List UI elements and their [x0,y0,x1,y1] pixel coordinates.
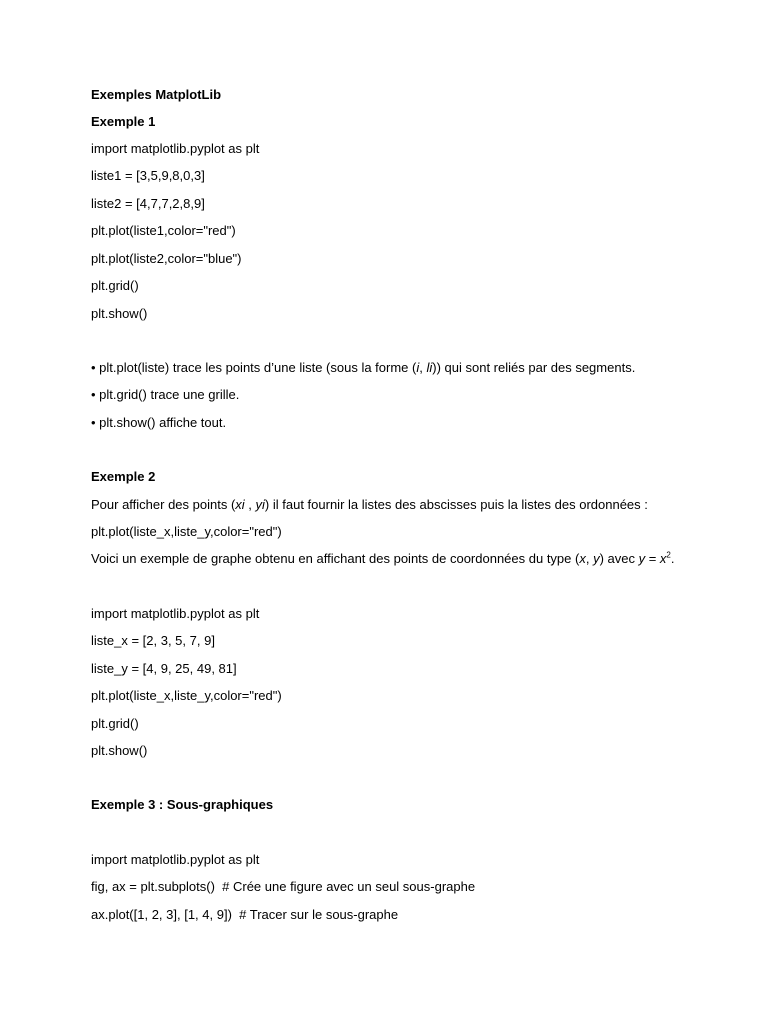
para-text: = [645,551,660,566]
exemple3-heading: Exemple 3 : Sous-graphiques [91,797,274,812]
bullet-show: • plt.show() affiche tout. [91,415,227,430]
code-line: import matplotlib.pyplot as plt [91,852,260,867]
italic-y: y [593,551,600,566]
exemple1-heading: Exemple 1 [91,114,156,129]
bullet-plot [91,360,635,376]
para-text: ) avec [599,551,639,566]
italic-y: y [638,551,646,566]
para-text: , [585,551,594,566]
para-text: Pour afficher des points ( [91,497,236,512]
document-title: Exemples MatplotLib [91,87,222,102]
bullet-text: , [419,360,427,375]
code-line: import matplotlib.pyplot as plt [91,606,260,621]
bullet-text: )) qui sont reliés par des segments. [432,360,636,375]
para-text: . [670,551,675,566]
exemple2-paragraph-2 [91,551,675,567]
code-line: plt.show() [91,306,148,321]
bullet-grid: • plt.grid() trace une grille. [91,387,240,402]
code-line: import matplotlib.pyplot as plt [91,141,260,156]
italic-x: x [579,551,586,566]
code-line: plt.plot(liste_x,liste_y,color="red") [91,688,282,703]
code-line: fig, ax = plt.subplots() # Crée une figure avec un seul sous-graphe [91,879,476,894]
para-text: ) il faut fournir la listes des abscisses puis la listes des ordonnées : [264,497,648,512]
italic-yi: yi [255,497,265,512]
italic-i: i [416,360,420,375]
italic-x: x [659,551,667,566]
code-line: plt.grid() [91,716,139,731]
code-line: liste_x = [2, 3, 5, 7, 9] [91,633,215,648]
italic-li: li [426,360,433,375]
code-line: liste2 = [4,7,7,2,8,9] [91,196,205,211]
code-line: liste1 = [3,5,9,8,0,3] [91,168,205,183]
code-line: plt.show() [91,743,148,758]
code-line: liste_y = [4, 9, 25, 49, 81] [91,661,237,676]
italic-xi: xi [235,497,245,512]
superscript-2: 2 [666,550,671,560]
exemple2-heading: Exemple 2 [91,469,156,484]
code-line: ax.plot([1, 2, 3], [1, 4, 9]) # Tracer sur le sous-graphe [91,907,399,922]
bullet-text: • plt.plot(liste) trace les points d’une liste (sous la forme ( [91,360,417,375]
code-line: plt.plot(liste1,color="red") [91,223,236,238]
exemple2-paragraph-1 [91,497,648,513]
code-line: plt.plot(liste_x,liste_y,color="red") [91,524,282,539]
code-line: plt.plot(liste2,color="blue") [91,251,242,266]
para-text: , [244,497,256,512]
para-text: Voici un exemple de graphe obtenu en affichant des points de coordonnées du type ( [91,551,580,566]
code-line: plt.grid() [91,278,139,293]
